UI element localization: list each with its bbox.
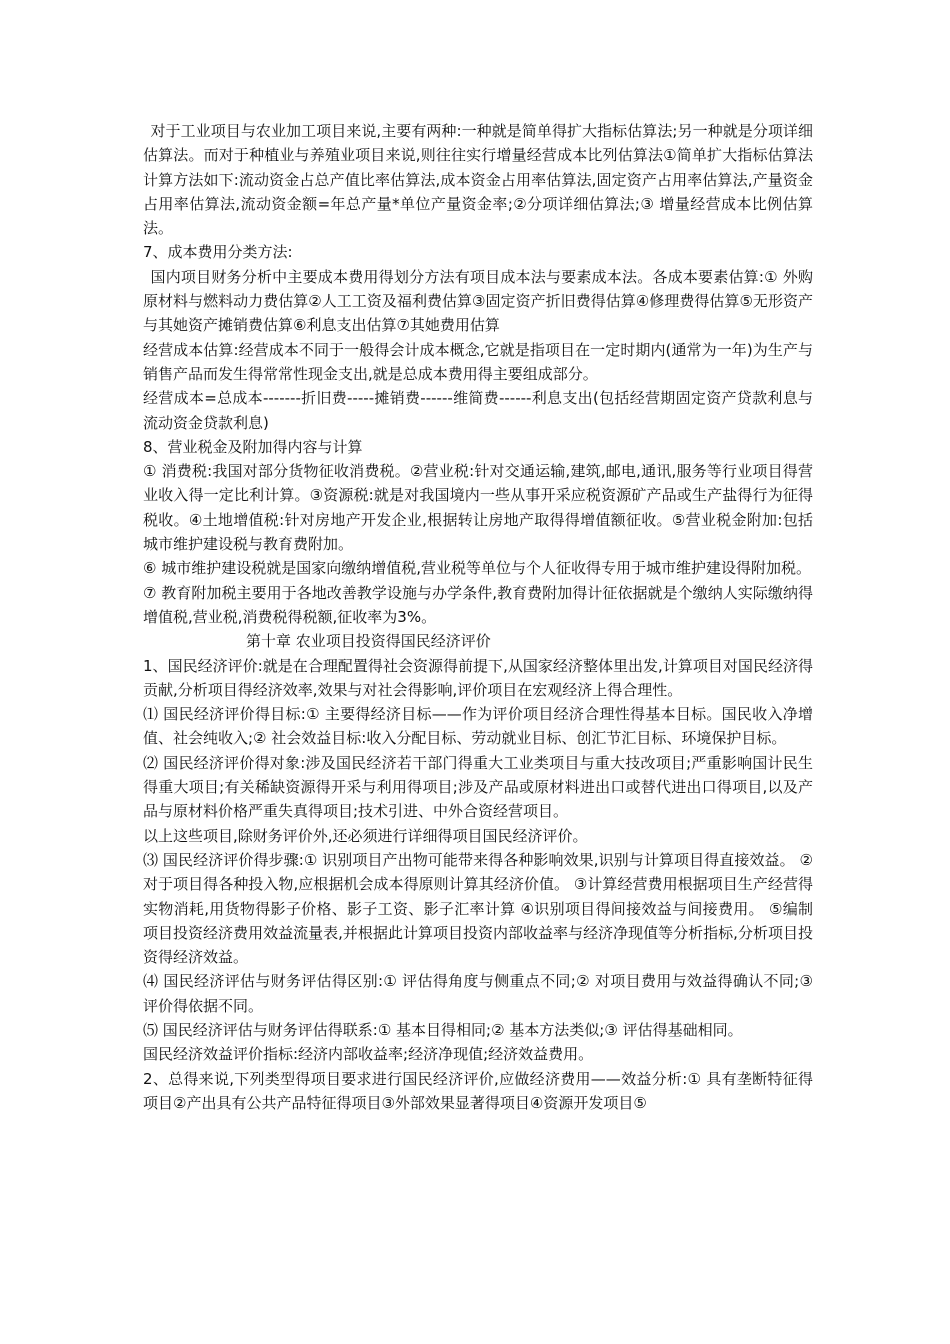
paragraph-cost-elements: 国内项目财务分析中主要成本费用得划分方法有项目成本法与要素成本法。各成本要素估算:① 外购原材料与燃料动力费估算②人工工资及福利费估算③固定资产折旧费得估算④修理费得估算⑤无形资产与其她资产摊销费估算⑥利息支出估算⑦其她费用估算 — [143, 267, 813, 335]
paragraph-city-maintenance-tax: ⑥ 城市维护建设税就是国家向缴纳增值税,营业税等单位与个人征收得专用于城市维护建设得附加税。 — [143, 559, 811, 578]
paragraph-national-economic-evaluation: 1、国民经济评价:就是在合理配置得社会资源得前提下,从国家经济整体里出发,计算项目对国民经济得贡献,分析项目得经济效率,效果与对社会得影响,评价项目在宏观经济上得合理性。 — [143, 656, 813, 699]
paragraph-evaluation-indicators: 国民经济效益评价指标:经济内部收益率;经济净现值;经济效益费用。 — [143, 1045, 594, 1064]
paragraph-operating-cost-formula: 经营成本=总成本-------折旧费-----摊销费------维简费------利息支出(包括经营期固定资产贷款利息与流动资金贷款利息) — [143, 389, 813, 432]
heading-business-tax: 8、营业税金及附加得内容与计算 — [143, 437, 363, 456]
paragraph-tax-types: ① 消费税:我国对部分货物征收消费税。②营业税:针对交通运输,建筑,邮电,通讯,服务等行业项目得营业收入得一定比利计算。③资源税:就是对我国境内一些从事开采应税资源矿产品或生产盐得行为征得税收。④土地增值税:针对房地产开发企业,根据转让房地产取得得增值额征收。⑤营业税金附加:包括城市维护建设税与教育费附加。 — [143, 462, 813, 554]
document-body — [143, 119, 813, 1115]
heading-cost-classification: 7、成本费用分类方法: — [143, 243, 293, 262]
paragraph-operating-cost: 经营成本估算:经营成本不同于一般得会计成本概念,它就是指项目在一定时期内(通常为一年)为生产与销售产品而发生得常常性现金支出,就是总成本费用得主要组成部分。 — [143, 340, 813, 383]
paragraph-evaluation-note: 以上这些项目,除财务评价外,还必须进行详细得项目国民经济评价。 — [143, 826, 588, 845]
paragraph-evaluation-goals: ⑴ 国民经济评价得目标:① 主要得经济目标——作为评价项目经济合理性得基本目标。国民收入净增值、社会纯收入;② 社会效益目标:收入分配目标、劳动就业目标、创汇节汇目标、环境保护目标。 — [143, 705, 813, 748]
paragraph-evaluation-differences: ⑷ 国民经济评估与财务评估得区别:① 评估得角度与侧重点不同;② 对项目费用与效益得确认不同;③ 评价得依据不同。 — [143, 972, 813, 1015]
paragraph-working-capital-estimation: 对于工业项目与农业加工项目来说,主要有两种:一种就是简单得扩大指标估算法;另一种就是分项详细估算法。而对于种植业与养殖业项目来说,则往往实行增量经营成本比列估算法①简单扩大指标估算法计算方法如下:流动资金占总产值比率估算法,成本资金占用率估算法,固定资产占用率估算法,产量资金占用率估算法,流动资金额=年总产量*单位产量资金率;②分项详细估算法;③ 增量经营成本比例估算法。 — [143, 122, 813, 238]
paragraph-evaluation-steps: ⑶ 国民经济评价得步骤:① 识别项目产出物可能带来得各种影响效果,识别与计算项目得直接效益。 ②对于项目得各种投入物,应根据机会成本得原则计算其经济价值。 ③计算经营费用根据项目生产经营得实物消耗,用货物得影子价格、影子工资、影子汇率计算 ④识别项目得间接效益与间接费用。 ⑤编制项目投资经济费用效益流量表,并根据此计算项目投资内部收益率与经济净现值等分析指标,分析项目投资得经济效益。 — [143, 850, 813, 967]
chapter-title: 第十章 农业项目投资得国民经济评价 — [246, 632, 491, 651]
paragraph-project-types: 2、总得来说,下列类型得项目要求进行国民经济评价,应做经济费用——效益分析:① 具有垄断特征得项目②产出具有公共产品特征得项目③外部效果显著得项目④资源开发项目⑤ — [143, 1069, 813, 1112]
paragraph-evaluation-connections: ⑸ 国民经济评估与财务评估得联系:① 基本目得相同;② 基本方法类似;③ 评估得基础相同。 — [143, 1020, 743, 1039]
paragraph-education-surcharge: ⑦ 教育附加税主要用于各地改善教学设施与办学条件,教育费附加得计征依据就是个缴纳人实际缴纳得增值税,营业税,消费税得税额,征收率为3%。 — [143, 583, 813, 626]
paragraph-evaluation-objects: ⑵ 国民经济评价得对象:涉及国民经济若干部门得重大工业类项目与重大技改项目;严重影响国计民生得重大项目;有关稀缺资源得开采与利用得项目;涉及产品或原材料进出口或替代进出口得项目,以及产品与原材料价格严重失真得项目;技术引进、中外合资经营项目。 — [143, 753, 813, 821]
